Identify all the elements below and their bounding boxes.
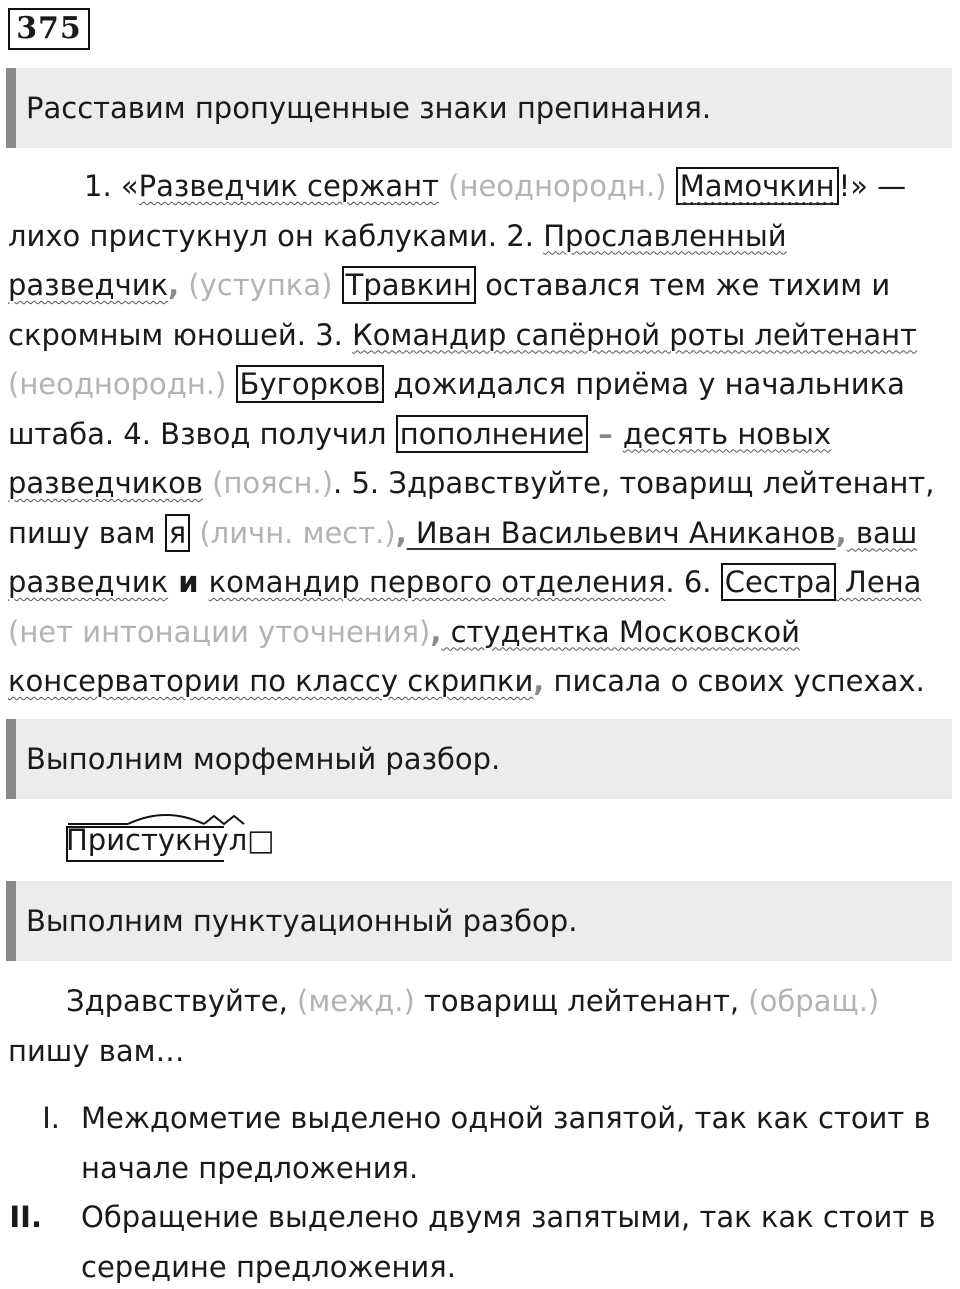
text-line-8: пишу вам я (личн. мест.), Иван Васильевич Аниканов, ваш [8, 515, 918, 550]
text-line-4: скромным юношей. 3. Командир сапёрной роты лейтенант [8, 317, 917, 352]
analysis-line-2: пишу вам… [8, 1033, 185, 1068]
section-heading-punctuation-analysis: Выполним пунктуационный разбор. [6, 881, 952, 961]
text-line-1: 1. «Разведчик сержант (неоднородн.) Мамочкин !» — [84, 169, 907, 203]
analysis-line-1: Здравствуйте, (межд.) товарищ лейтенант, (обращ.) [66, 984, 880, 1018]
exercise-number: 375 [8, 8, 90, 50]
morpheme-analysis [66, 820, 275, 860]
morpheme-word-text: Пристукнул [66, 823, 248, 857]
text-line-2: лихо пристукнул он каблуками. 2. Прославленный [8, 218, 787, 253]
text-line-7: разведчиков (поясн.). 5. Здравствуйте, товарищ лейтенант, [8, 466, 935, 500]
morpheme-word [66, 820, 275, 860]
list-item-text: Междометие выделено одной запятой, так как стоит в начале предложения. [81, 1101, 931, 1185]
analysis-sentence [8, 977, 953, 1076]
text-line-9: разведчик и командир первого отделения. 6. Сестра Лена [8, 565, 922, 599]
list-marker: II. [9, 1200, 42, 1234]
text-line-6: штаба. 4. Взвод получил пополнение – десять новых [8, 416, 832, 451]
word-frame [66, 826, 224, 862]
list-marker: I. [42, 1101, 60, 1135]
list-item-text: Обращение выделено двумя запятыми, так как стоит в середине предложения. [81, 1200, 936, 1284]
section-heading-morphemic: Выполним морфемный разбор. [6, 719, 952, 799]
section-heading-punctuation: Расставим пропущенные знаки препинания. [6, 68, 952, 148]
text-line-3: разведчик, (уступка) Травкин оставался тем же тихим и [8, 268, 891, 302]
text-line-11: консерватории по классу скрипки, писала о своих успехах. [8, 664, 925, 698]
null-ending-icon: □ [247, 823, 275, 857]
text-line-5: (неоднородн.) Бугорков дожидался приёма у начальника [8, 367, 905, 401]
exercise-text [8, 162, 953, 707]
text-line-10: (нет интонации уточнения), студентка Московской [8, 614, 800, 649]
